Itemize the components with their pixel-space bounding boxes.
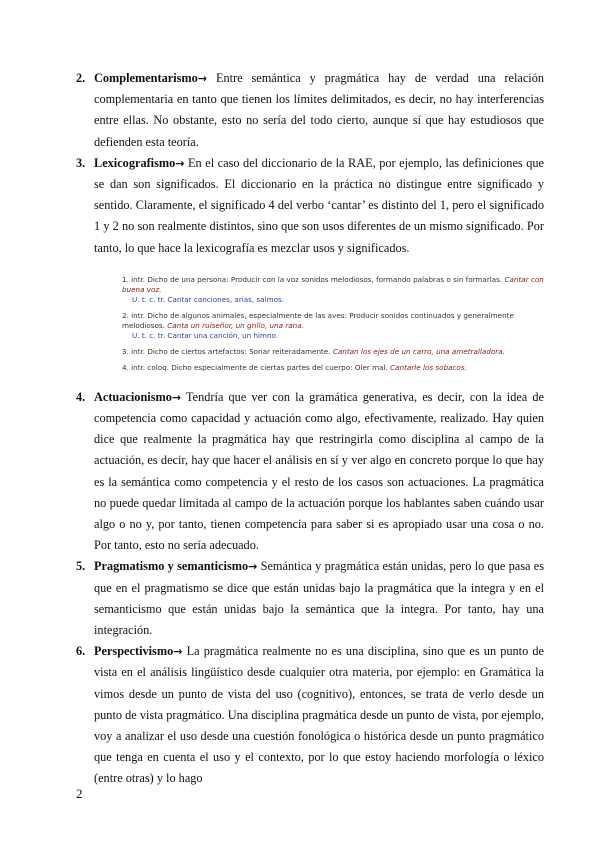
dictionary-definition: 3. intr. Dicho de ciertos artefactos: Sonar reiteradamente. (122, 346, 331, 356)
item-text: Semántica y pragmática están unidas, pero lo que pasa es que en el pragmatismo se dice que están unidas bajo la pragmática que la integra y en el semanticismo que están unidas bajo la semántica que la integra. Por tanto, hay una integración. (94, 559, 544, 638)
dictionary-definition: 4. intr. coloq. Dicho especialmente de ciertas partes del cuerpo: Oler mal. (122, 362, 388, 372)
arrow-icon: → (248, 560, 258, 574)
dictionary-subnote: U. t. c. tr. Cantar canciones, arias, salmos. (132, 294, 285, 304)
dictionary-definition: 1. intr. Dicho de una persona: Producir con la voz sonidos melodiosos, formando palabras o sin formarlas. (122, 274, 503, 284)
dictionary-example: Cantarle los sobacos. (390, 362, 467, 372)
dictionary-example: Cantan los ejes de un carro, una ametralladora. (332, 346, 505, 356)
item-term: Perspectivismo (94, 644, 174, 659)
item-paragraph (94, 68, 544, 153)
page-number: 2 (76, 786, 83, 801)
dictionary-subnote: U. t. c. tr. Cantar una canción, un himno. (132, 330, 279, 340)
dictionary-excerpt-image (122, 275, 544, 373)
item-text: Tendría que ver con la gramática generativa, es decir, con la idea de competencia como capacidad y actuación como algo, efectivamente, realizado. Hay quien dice que realmente la pragmática hay que restringirla como disciplina al campo de la actuación, es decir, hay que hacer el análisis en sí y ver algo en concreto porque lo que hay es la semántica como competencia y el resto de los casos son actuaciones. La pragmática no puede quedar limitada al campo de la actuación porque los hablantes saben cuándo usar algo o no y, por tanto, tienen competencia para saber si es apropiado usar una cosa o no. Por tanto, esto no sería adecuado. (94, 389, 544, 553)
item-term: Actuacionismo (94, 389, 172, 404)
item-term: Pragmatismo y semanticismo (94, 559, 249, 574)
dictionary-entry (122, 363, 544, 373)
dictionary-entry (122, 347, 544, 357)
item-paragraph (94, 556, 544, 641)
dictionary-entry (122, 275, 544, 305)
list-item-complementarismo (0, 68, 600, 153)
arrow-icon: → (171, 390, 182, 404)
dictionary-example: Canta un ruiseñor, un grillo, una rana. (167, 320, 304, 330)
arrow-icon: → (173, 645, 183, 659)
item-number: 3. (76, 155, 86, 170)
item-number: 2. (76, 71, 86, 85)
item-number: 5. (76, 559, 86, 574)
arrow-icon: → (175, 156, 185, 170)
numbered-list (0, 68, 600, 790)
list-item-perspectivismo (0, 641, 600, 789)
item-text: La pragmática realmente no es una disciplina, sino que es un punto de vista en el análisis lingüístico desde cualquier otra materia, por ejemplo: en Gramática la vimos desde un punto de vista del uso (cognitivo), entonces, se trata de verlo desde un punto de vista pragmático. Una disciplina pragmática desde un punto de vista, por ejemplo, voy a analizar el uso desde una cuestión fonológica o histórica desde un punto pragmático que tenga en cuenta el uso y el contexto, por lo que estoy haciendo morfología o léxico (entre otras) y lo hago (94, 644, 544, 786)
dictionary-entry (122, 311, 544, 341)
item-term: Complementarismo (94, 71, 198, 85)
dictionary-example: Cantar con buena voz. (122, 274, 544, 294)
item-number: 6. (76, 644, 86, 659)
list-item-pragmatismo (0, 556, 600, 641)
dictionary-definition: 2. intr. Dicho de algunos animales, especialmente de las aves: Producir sonidos continuados y generalmente melodiosos. (122, 310, 514, 330)
item-paragraph (94, 153, 544, 259)
item-text: En el caso del diccionario de la RAE, por ejemplo, las definiciones que se dan son significados. El diccionario en la práctica no distingue entre significado y sentido. Claramente, el significado 4 del verbo ‘cantar’ es distinto del 1, pero el significado 1 y 2 no son realmente distintos, sino que son usos diferentes de un mismo significado. Por tanto, lo que hace la lexicografía es mezclar usos y significados. (94, 155, 544, 255)
list-item-actuacionismo (0, 387, 600, 557)
arrow-icon: → (197, 72, 208, 85)
item-paragraph (94, 387, 544, 557)
item-term: Lexicografismo (94, 155, 176, 170)
list-item-lexicografismo (0, 153, 600, 373)
item-paragraph (94, 641, 544, 789)
item-text: Entre semántica y pragmática hay de verdad una relación complementaria en tanto que tienen los límites delimitados, es decir, no hay interferencias entre ellas. No obstante, esto no sería del todo cierto, aunque sí que hay estudiosos que defienden esta teoría. (94, 71, 544, 149)
item-number: 4. (76, 389, 86, 404)
